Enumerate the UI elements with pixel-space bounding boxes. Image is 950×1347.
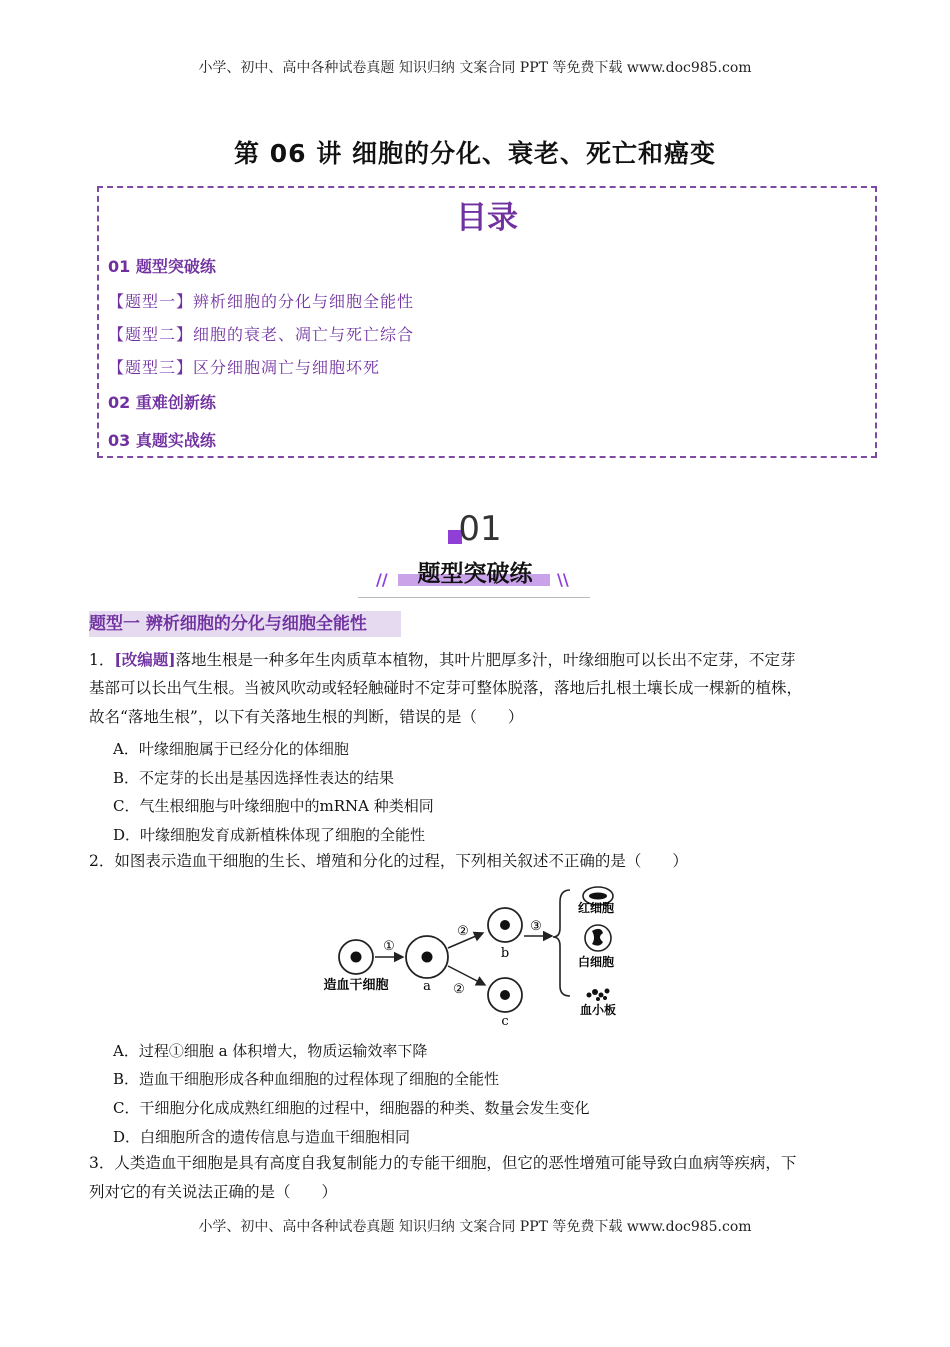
label-white-cell: 白细胞 [577, 955, 615, 969]
banner-underline [358, 597, 590, 598]
red-cell-center [589, 893, 607, 900]
label-step-3: ③ [530, 919, 542, 934]
q1-tag: [改编题] [114, 650, 176, 669]
toc-item-section-02[interactable]: 02 重难创新练 [108, 393, 216, 412]
banner-right-mark: \\ [557, 570, 569, 589]
label-step-1: ① [383, 939, 395, 954]
label-cell-b: b [500, 946, 510, 961]
question-3-line-1: 3．人类造血干细胞是具有高度自我复制能力的专能干细胞，但它的恶性增殖可能导致白血病等疾病，下 [89, 1154, 797, 1172]
q1-option-b[interactable]: B．不定芽的长出是基因选择性表达的结果 [113, 769, 395, 787]
label-step-2-top: ② [457, 924, 469, 939]
table-of-contents [97, 186, 877, 458]
banner-left-mark: // [376, 570, 388, 589]
question-2-stem: 2．如图表示造血干细胞的生长、增殖和分化的过程，下列相关叙述不正确的是（ ） [89, 852, 688, 870]
section-label: 题型突破练 [417, 561, 533, 587]
question-3-line-2: 列对它的有关说法正确的是（ ） [89, 1183, 338, 1201]
q1-option-d[interactable]: D．叶缘细胞发育成新植株体现了细胞的全能性 [113, 826, 426, 844]
question-1-line-2: 基部可以长出气生根。当被风吹动或轻轻触碰时不定芽可整体脱落，落地后扎根土壤长成一棵新的植株， [89, 679, 803, 697]
q2-option-c[interactable]: C．干细胞分化成成熟红细胞的过程中，细胞器的种类、数量会发生变化 [113, 1099, 590, 1117]
toc-item-section-03[interactable]: 03 真题实战练 [108, 431, 216, 450]
type-heading [89, 611, 401, 637]
question-1-line-1 [89, 645, 864, 675]
toc-item-type-3[interactable]: 【题型三】区分细胞凋亡与细胞坏死 [108, 358, 381, 377]
toc-heading: 目录 [456, 200, 518, 236]
label-cell-a: a [423, 979, 431, 994]
page-header: 小学、初中、高中各种试卷真题 知识归纳 文案合同 PPT 等免费下载 www.doc985.com [198, 60, 752, 76]
q1-option-a[interactable]: A．叶缘细胞属于已经分化的体细胞 [113, 740, 349, 758]
page-title: 第 06 讲 细胞的分化、衰老、死亡和癌变 [234, 139, 716, 168]
toc-item-type-1[interactable]: 【题型一】辨析细胞的分化与细胞全能性 [108, 292, 415, 311]
stem-cell-nucleus [351, 952, 362, 963]
label-platelet: 血小板 [579, 1003, 617, 1017]
label-red-cell: 红细胞 [577, 901, 615, 915]
q2-option-d[interactable]: D．白细胞所含的遗传信息与造血干细胞相同 [113, 1128, 411, 1146]
cell-a-nucleus [422, 952, 433, 963]
label-stem-cell: 造血干细胞 [323, 978, 389, 993]
q2-option-b[interactable]: B．造血干细胞形成各种血细胞的过程体现了细胞的全能性 [113, 1070, 500, 1088]
toc-item-section-01[interactable]: 01 题型突破练 [108, 257, 216, 276]
label-cell-c: c [501, 1014, 509, 1029]
q1-number: 1． [89, 651, 115, 669]
brace [553, 890, 570, 996]
cell-b-nucleus [500, 920, 510, 930]
label-step-2-bottom: ② [453, 982, 465, 997]
cell-c-nucleus [500, 990, 510, 1000]
hematopoiesis-figure [318, 880, 648, 1030]
q2-option-a[interactable]: A．过程①细胞 a 体积增大，物质运输效率下降 [113, 1042, 428, 1060]
page-footer: 小学、初中、高中各种试卷真题 知识归纳 文案合同 PPT 等免费下载 www.doc985.com [198, 1219, 752, 1235]
section-number: 01 [458, 509, 502, 549]
q1-stem-1: 落地生根是一种多年生肉质草本植物，其叶片肥厚多汁，叶缘细胞可以长出不定芽，不定芽 [175, 651, 796, 669]
platelet-dots [587, 989, 610, 1002]
question-1-line-3: 故名“落地生根”，以下有关落地生根的判断，错误的是（ ） [89, 708, 524, 726]
toc-item-type-2[interactable]: 【题型二】细胞的衰老、凋亡与死亡综合 [108, 325, 415, 344]
type-heading-text: 题型一 辨析细胞的分化与细胞全能性 [89, 614, 367, 634]
q1-option-c[interactable]: C．气生根细胞与叶缘细胞中的mRNA 种类相同 [113, 797, 434, 815]
